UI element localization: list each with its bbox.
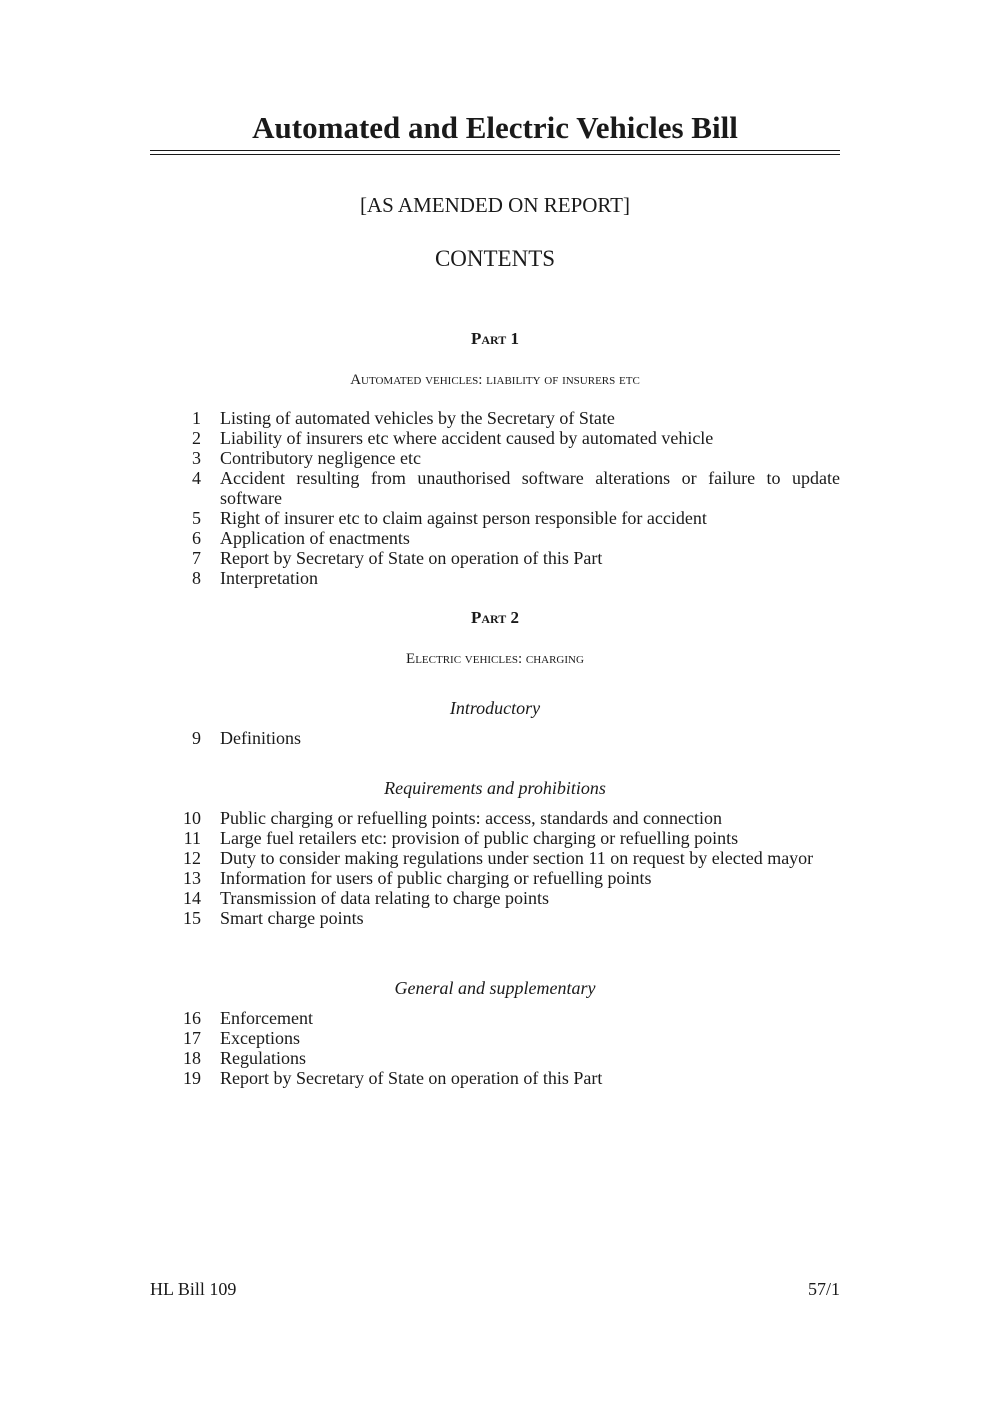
entry-number: 4 — [192, 468, 201, 488]
group-heading-introductory: Introductory — [449, 698, 541, 718]
entry-number: 10 — [183, 808, 201, 828]
entry-title: Regulations — [220, 1048, 306, 1068]
entry-title: Liability of insurers etc where accident caused by automated vehicle — [220, 428, 714, 448]
entry-title: Public charging or refuelling points: access, standards and connection — [220, 808, 723, 828]
contents-entry[interactable] — [150, 408, 840, 428]
page-reference: 57/1 — [807, 1279, 840, 1299]
entry-title: Listing of automated vehicles by the Secretary of State — [220, 408, 615, 428]
contents-entry[interactable] — [150, 1068, 840, 1088]
contents-entry[interactable] — [150, 808, 840, 828]
contents-entry[interactable] — [150, 1028, 840, 1048]
contents-entry[interactable] — [150, 568, 840, 588]
group-heading-general: General and supplementary — [394, 978, 596, 998]
entry-number: 5 — [192, 508, 201, 528]
entry-number: 16 — [183, 1008, 201, 1028]
contents-entry[interactable] — [150, 1008, 840, 1028]
entry-number: 19 — [183, 1068, 201, 1088]
entry-title: Enforcement — [220, 1008, 313, 1028]
entry-title: Application of enactments — [220, 528, 410, 548]
contents-heading: CONTENTS — [434, 246, 556, 271]
entry-number: 9 — [192, 728, 201, 748]
entry-number: 12 — [183, 848, 201, 868]
entry-title: Accident resulting from unauthorised software alterations or failure to update software — [220, 468, 840, 508]
entry-number: 17 — [183, 1028, 201, 1048]
entry-title: Information for users of public charging or refuelling points — [220, 868, 652, 888]
entry-title: Exceptions — [220, 1028, 300, 1048]
entry-title: Right of insurer etc to claim against person responsible for accident — [220, 508, 707, 528]
title-rule-upper — [150, 150, 840, 151]
title-rule-lower — [150, 154, 840, 155]
entry-number: 11 — [183, 828, 201, 848]
entry-number: 3 — [192, 448, 201, 468]
contents-entry[interactable] — [150, 908, 840, 928]
part-2-subtitle: Electric vehicles: charging — [406, 651, 584, 667]
contents-entry[interactable] — [150, 468, 840, 508]
entry-number: 14 — [183, 888, 201, 908]
contents-entry[interactable] — [150, 728, 840, 748]
entry-number: 13 — [183, 868, 201, 888]
entry-title: Report by Secretary of State on operation of this Part — [220, 548, 603, 568]
part-1-subtitle: Automated vehicles: liability of insurers etc — [350, 372, 640, 388]
entry-title: Large fuel retailers etc: provision of public charging or refuelling points — [220, 828, 739, 848]
amendment-status: [AS AMENDED ON REPORT] — [360, 193, 630, 217]
entry-number: 18 — [183, 1048, 201, 1068]
contents-entry[interactable] — [150, 428, 840, 448]
entry-number: 7 — [192, 548, 201, 568]
contents-entry[interactable] — [150, 528, 840, 548]
contents-entry[interactable] — [150, 448, 840, 468]
entry-number: 1 — [192, 408, 201, 428]
part-1-heading: Part 1 — [470, 329, 520, 348]
entry-title: Interpretation — [220, 568, 318, 588]
part-2-heading: Part 2 — [470, 608, 520, 627]
entry-title: Contributory negligence etc — [220, 448, 421, 468]
entry-title: Duty to consider making regulations under section 11 on request by elected mayor — [220, 848, 814, 868]
contents-entry[interactable] — [150, 868, 840, 888]
entry-title: Report by Secretary of State on operation of this Part — [220, 1068, 603, 1088]
entry-title: Smart charge points — [220, 908, 364, 928]
bill-reference: HL Bill 109 — [150, 1279, 237, 1299]
entry-number: 6 — [192, 528, 201, 548]
contents-entry[interactable] — [150, 548, 840, 568]
page-title: Automated and Electric Vehicles Bill — [252, 110, 738, 145]
entry-title: Transmission of data relating to charge points — [220, 888, 549, 908]
general-entry-list — [150, 1008, 840, 1088]
contents-entry[interactable] — [150, 828, 840, 848]
contents-entry[interactable] — [150, 888, 840, 908]
introductory-entry-list — [150, 728, 840, 748]
contents-entry[interactable] — [150, 508, 840, 528]
group-heading-requirements: Requirements and prohibitions — [384, 778, 606, 798]
entry-title: Definitions — [220, 728, 301, 748]
entry-number: 8 — [192, 568, 201, 588]
entry-number: 15 — [183, 908, 201, 928]
requirements-entry-list — [150, 808, 840, 928]
contents-entry[interactable] — [150, 1048, 840, 1068]
part-1-entry-list — [150, 408, 840, 588]
contents-entry[interactable] — [150, 848, 840, 868]
entry-number: 2 — [192, 428, 201, 448]
